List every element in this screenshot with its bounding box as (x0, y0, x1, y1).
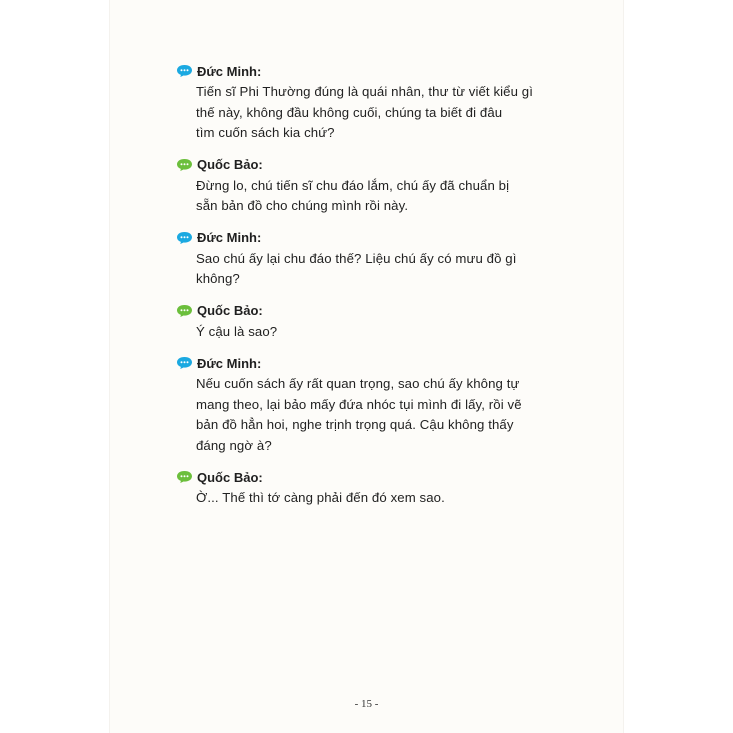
speech-line: đáng ngờ à? (196, 437, 272, 453)
page-number: - 15 - (354, 698, 379, 710)
dialogue-entry (196, 227, 596, 290)
speaker-name: Đức Minh: (197, 355, 262, 371)
speech-bubble-icon (176, 470, 193, 484)
speech-text (196, 488, 596, 509)
speech-line: Nếu cuốn sách ấy rất quan trọng, sao chú ấy không tự (196, 376, 520, 391)
speech-line: Sao chú ấy lại chu đáo thế? Liệu chú ấy có mưu đồ gì (196, 250, 517, 266)
speech-line: thế này, không đầu không cuối, chúng ta biết đi đâu (196, 104, 503, 120)
speech-line: Đừng lo, chú tiến sĩ chu đáo lắm, chú ấy đã chuẩn bị (196, 177, 510, 193)
speech-line: tìm cuốn sách kia chứ? (196, 125, 335, 140)
speaker-name: Đức Minh: (197, 230, 262, 245)
speech-bubble-icon (176, 304, 193, 318)
speech-text (196, 249, 596, 290)
speaker-heading (196, 227, 596, 249)
speaker-heading (196, 466, 596, 488)
dialogue-entry (196, 466, 596, 509)
book-page (110, 0, 623, 733)
speech-line: Ý cậu là sao? (196, 323, 278, 339)
dialogue-entry (196, 352, 596, 456)
speech-line: mang theo, lại bảo mấy đứa nhóc tụi mình đi lấy, rồi vẽ (196, 396, 522, 412)
dialogue-entry (196, 60, 596, 144)
speech-bubble-icon (176, 356, 193, 370)
speech-line: Tiến sĩ Phi Thường đúng là quái nhân, thư từ viết kiểu gì (196, 84, 534, 99)
speech-bubble-icon (176, 158, 193, 172)
speech-text (196, 374, 596, 456)
speech-line: không? (196, 271, 240, 286)
speech-text (196, 322, 596, 343)
dialogue (196, 60, 596, 519)
speaker-heading (196, 352, 596, 374)
speech-bubble-icon (176, 64, 193, 78)
speech-line: sẵn bản đồ cho chúng mình rồi này. (196, 198, 409, 213)
speech-text (196, 82, 596, 144)
speaker-heading (196, 300, 596, 322)
speaker-name: Quốc Bảo: (197, 469, 263, 485)
dialogue-entry (196, 300, 596, 343)
dialogue-entry (196, 154, 596, 217)
speaker-name: Quốc Bảo: (197, 157, 263, 172)
speaker-heading (196, 154, 596, 176)
speaker-heading (196, 60, 596, 82)
speech-text (196, 176, 596, 217)
speaker-name: Quốc Bảo: (197, 303, 263, 318)
speech-line: Ờ... Thế thì tớ càng phải đến đó xem sao. (196, 490, 445, 505)
speaker-name: Đức Minh: (197, 63, 262, 79)
speech-line: bản đồ hẳn hoi, nghe trịnh trọng quá. Cậu không thấy (196, 417, 514, 432)
speech-bubble-icon (176, 231, 193, 245)
